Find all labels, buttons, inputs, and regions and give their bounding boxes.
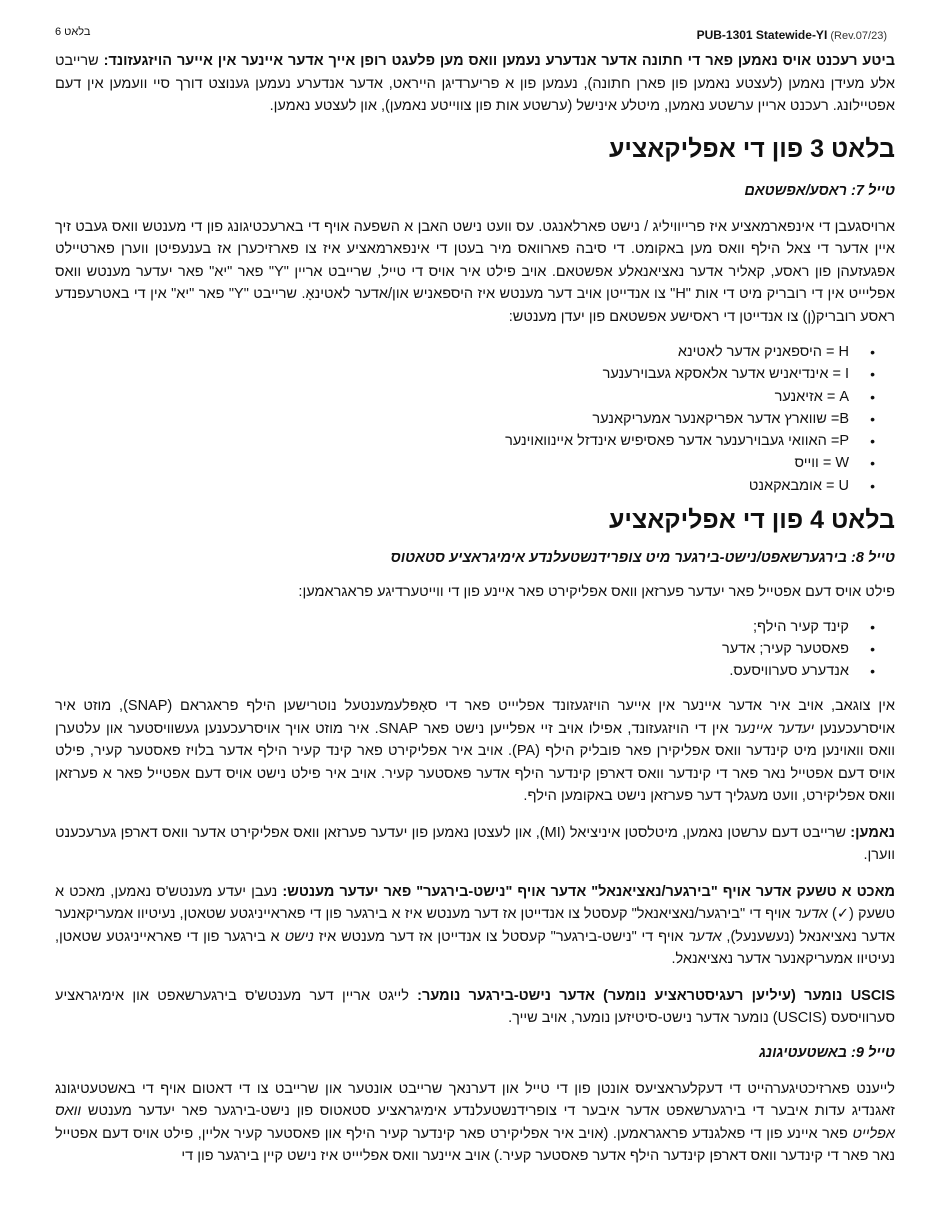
page-header	[55, 26, 895, 46]
race-paragraph: ארויסגעבן די אינפארמאציע איז פרייוויליג / נישט פארלאנגט. עס וועט נישט האבן א השפעה אויף די בארעכטיגונג פון די מענטש וואס געבט זיך איין אדער די צאל הילף וואס מען באקומט. די סיבה פארוואס מיר בעטן די אינפארמאציע איז צו פארזיכערן אז בענעפיטן ווערן פארטיילט אפגעזעהן פון ראסע, קאליר אדער נאציאנאלע אפשטאם. אויב פילט איר אויס די טייל, שרייבט אריין "Y" פאר "יא" פאר יעדער מענטש וואס אפליייט אין די רובריק מיט די אות "H" צו אנדייטן אויב דער מענטש איז היספאניש און/אדער לאטינאָ. שרייבט "Y" פאר "יא" אין די באטרעפנדע ראסע רובריק(ן) צו אנדייטן די ראסישע אפשטאם פון יעדן מענטש:	[55, 218, 896, 325]
name-text: שרייבט דעם ערשטן נאמען, מיטלסטן איניציאל (MI), און לעצטן נאמען פון יעדער פערזאן וואס אפליקירט אדער וואס דארפן גערעכענט ווערן.	[55, 824, 895, 864]
snap-text-1: אין צוגאב, אויב איר אדער איינער אין אייער הויזגעזונד אפליייט פאר די סאָפּלעמענטעל נוטרישען הילף פראגראם (SNAP), מוזט איר אויסרעכענען	[55, 698, 895, 737]
race-code-item: • P= האוואי געבוירענער אדער פאסיפיש אינדזל איינוואוינער	[55, 430, 849, 452]
mark-text-4: א בירגער פון די פאראייניגטע שטאטן, נעיטיוו אמעריקאנער אדער נאציאנאל.	[55, 928, 895, 968]
section-4-title: בלאט 4 פון די אפליקאציע	[608, 506, 895, 535]
snap-italic: יעדער איינער	[734, 720, 815, 737]
mark-text-3: אויף די "נישט-בירגער" קעסטל צו אנדייטן אז דער מענטש איז	[313, 928, 689, 945]
intro-paragraph	[55, 50, 895, 118]
publication-id	[697, 28, 887, 42]
confirm-italic: וואס אפלייט	[55, 1103, 895, 1142]
program-item: • קינד קעיר הילף;	[55, 616, 849, 638]
mark-label: מאכט א טשעק אדער אויף "בירגער/נאציאנאל" אדער אויף "נישט-בירגער" פאר יעדער מענטש:	[282, 883, 895, 900]
program-item: • אנדערע סערוויסעס.	[55, 660, 849, 682]
name-label: נאמען:	[850, 824, 895, 841]
race-code-item: • B= שווארץ אדער אפריקאנער אמעריקאנער	[55, 408, 849, 430]
part-8-title: טייל 8: בירגערשאפט/נישט-בירגער מיט צופרידנשטעלנדע אימיגראציע סטאטוס	[390, 550, 895, 567]
intro-bold-lead: ביטע רעכנט אויס נאמען פאר די חתונה אדער אנדערע נעמען וואס מען פלעגט רופן אייך אדער איינער אין אייער הויזגעזונד:	[103, 53, 895, 69]
confirm-paragraph	[55, 1078, 895, 1168]
race-code-list	[55, 341, 895, 497]
uscis-label: USCIS נומער (עיליען רעגיסטראציע נומער) אדער נישט-בירגער נומער:	[417, 987, 896, 1004]
page-number: בלאט 6	[55, 26, 91, 38]
program-item: • פאסטער קעיר; אדער	[55, 638, 849, 660]
uscis-text: לייגט אריין דער מענטש'ס בירגערשאפט און אימיגראציע סערוויסעס (USCIS) נומער אדער נישט-סיטיזען נומער, אויב שייך.	[55, 987, 895, 1027]
mark-italic-1: אדער	[794, 906, 828, 923]
race-code-item: • I = אינדיאניש אדער אלאסקא געבוירענער	[55, 363, 849, 385]
mark-italic-3: נישט	[284, 928, 314, 945]
confirm-text-1: לייענט פארזיכטיגערהייט די דעקלעראציעס אונטן פון די טייל און דערנאך שרייבט אונטער און שרייבט צו די דאטום אויף די באשטעטיגונג זאגנדיג עדות איבער די בירגערשאפט אדער איבער די צופרידנשטעלנדע אימיגראציע סטאטוס פון נישט-בירגער פאר יעדער מענטש	[55, 1080, 895, 1120]
snap-text-2: אין די הויזגעזונד, אפילו אויב זיי אפלייען נישט פאר SNAP. איר מוזט אויך אויסרעכענען געשוויסטער און עלטערן וואס וואוינען מיט קינדער וואס אפליקירן פאר פובליק הילף (PA). אויב איר אפליקירט פאר קינד קעיר הילף אדער בלויז פאסטער קעיר, פילט אויס דעם אפטייל נאר פאר די קינדער וואס דארפן קינדער הילף אדער פאסטער קעיר. אויב איר פילט נישט אויס דעם אפטייל פאר א פערזאן וואס אפליקירט, וועט מעגליך דער פערזאן נישט באקומען הילף.	[55, 720, 895, 805]
uscis-paragraph	[55, 985, 895, 1030]
race-code-item: • A = אזיאנער	[55, 386, 849, 408]
revision-date: (Rev.07/23)	[830, 30, 887, 42]
race-code-item: • W = ווייס	[55, 452, 849, 474]
program-list	[55, 616, 895, 683]
mark-italic-2: אדער	[688, 928, 722, 945]
race-code-item: • H = היספאניק אדער לאטינא	[55, 341, 849, 363]
name-paragraph	[55, 822, 895, 867]
mark-text-2: אויף די "בירגער/נאציאנאל" קעסטל צו אנדייטן אז דער מענטש איז א בירגער פון די פאראייניגטע שטאטן, נעיטיוו אמעריקאנער אדער נאציאנאל (נעשענעל),	[55, 906, 895, 945]
confirm-text-2: פאר איינע פון די פאלגנדע פראגראמען. (אויב איר אפליקירט פאר קינדער קעיר הילף און פאסטער קעיר אליין, פילט אויס דעם אפטייל נאר פאר די קינדער וואס דארפן קינדער הילף אדער פאסטער קעיר.) אויב איינער וואס אפליייט איז נישט קיין בירגער פון די	[55, 1125, 895, 1165]
part-7-title: טייל 7: ראסע/אפשטאם	[744, 182, 895, 199]
mark-paragraph	[55, 881, 895, 971]
intro-text: שרייבט אלע מעידן נאמען (לעצטע נאמען פון פארן חתונה), נעמען פון א פריערדיגן הייראט, אדער אנדערע נעמען גענוצט דורך סיי וועמען אין דעם אפטיילונג. רעכנט אריין ערשטע נאמען, מיטלע אינישל (ערשטע אות פון צווייטע נאמען), און לעצטע נאמען.	[55, 53, 895, 114]
program-intro: פילט אויס דעם אפטייל פאר יעדער פערזאן וואס אפליקירט פאר איינע פון די ווייטערדיגע פראגראמען:	[298, 584, 895, 601]
part-9-title: טייל 9: באשטעטיגונג	[758, 1044, 895, 1061]
race-code-item: • U = אומבאקאנט	[55, 475, 849, 497]
pub-code: PUB-1301 Statewide-YI	[696, 28, 828, 42]
section-3-title: בלאט 3 פון די אפליקאציע	[608, 134, 895, 163]
mark-text-1: נעבן יעדע מענטש'ס נאמען, מאכט א טשעק (✓)	[55, 883, 895, 923]
snap-paragraph	[55, 695, 895, 808]
